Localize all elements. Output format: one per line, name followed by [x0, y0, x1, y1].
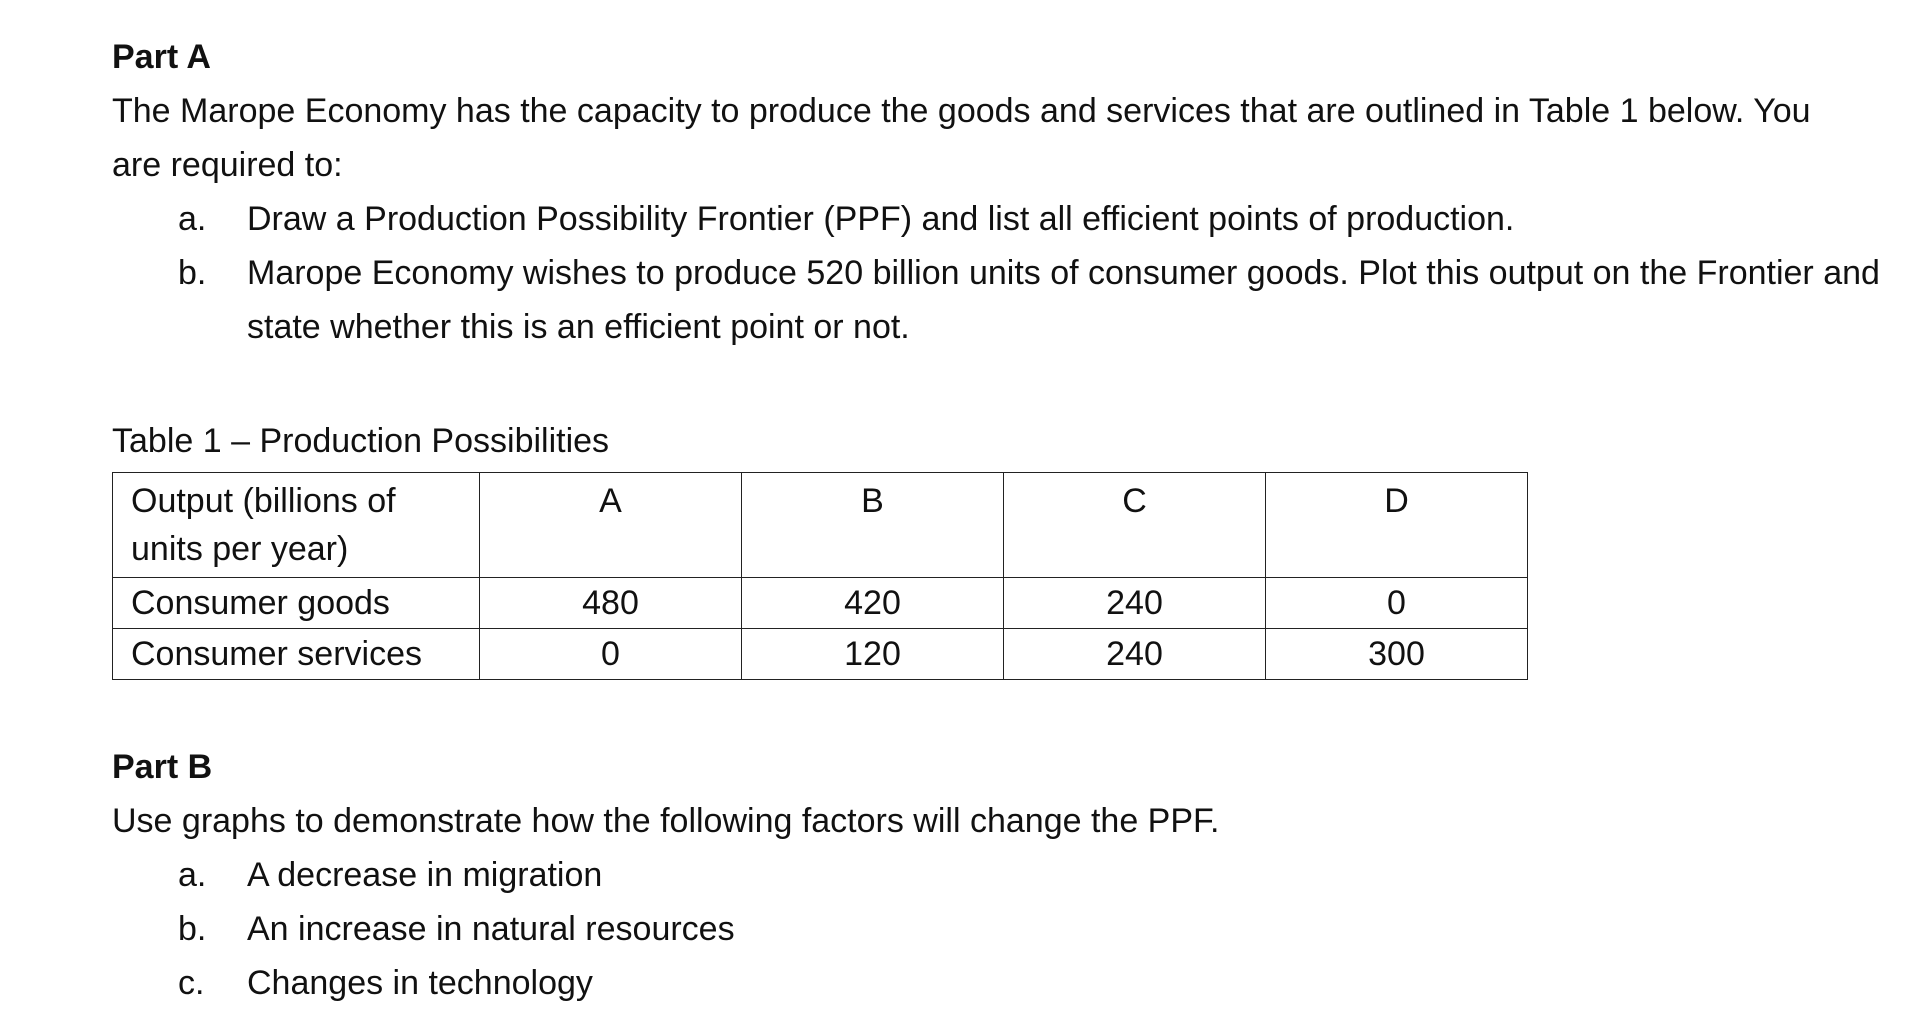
- table-cell: 480: [480, 578, 742, 629]
- header-label-cell: Output (billions of units per year): [113, 473, 480, 578]
- table-cell: 120: [742, 629, 1004, 680]
- list-marker: b.: [178, 254, 207, 292]
- part-b-factor-list: [112, 848, 1812, 1010]
- list-item-text: Changes in technology: [247, 964, 593, 1002]
- table-cell: 240: [1004, 578, 1266, 629]
- table-cell: 420: [742, 578, 1004, 629]
- table-row: [113, 629, 1528, 680]
- spacer: [112, 680, 1812, 740]
- header-cell: C: [1004, 473, 1266, 578]
- list-item-text: An increase in natural resources: [247, 910, 735, 948]
- part-a-task-b: [112, 246, 1906, 354]
- spacer: [112, 354, 1812, 414]
- part-b-factor-c: [112, 956, 1906, 1010]
- list-marker: b.: [178, 910, 207, 948]
- table-cell: 0: [1266, 578, 1528, 629]
- table-cell: 300: [1266, 629, 1528, 680]
- table-cell: 240: [1004, 629, 1266, 680]
- list-item-text: A decrease in migration: [247, 856, 603, 894]
- table-caption: Table 1 – Production Possibilities: [112, 422, 610, 460]
- table-header-row: [113, 473, 1528, 578]
- list-marker: a.: [178, 856, 207, 894]
- part-b-intro: Use graphs to demonstrate how the following factors will change the PPF.: [112, 802, 1220, 840]
- part-b-factor-b: [112, 902, 1906, 956]
- part-b-factor-a: [112, 848, 1906, 902]
- row-label-cell: Consumer services: [113, 629, 480, 680]
- table-cell: 0: [480, 629, 742, 680]
- part-b-heading: Part B: [112, 748, 213, 786]
- header-cell: A: [480, 473, 742, 578]
- part-a-heading: Part A: [112, 38, 211, 76]
- header-cell: B: [742, 473, 1004, 578]
- part-a-task-a: [112, 192, 1906, 246]
- part-a-intro: The Marope Economy has the capacity to produce the goods and services that are outlined in Table 1 below. You are required to:: [112, 92, 1811, 184]
- header-cell: D: [1266, 473, 1528, 578]
- document-page: [112, 30, 1880, 1010]
- table-row: [113, 578, 1528, 629]
- list-item-text: Draw a Production Possibility Frontier (PPF) and list all efficient points of production.: [247, 200, 1515, 238]
- production-possibilities-table: [112, 472, 1528, 680]
- list-marker: c.: [178, 964, 205, 1002]
- list-marker: a.: [178, 200, 207, 238]
- row-label-cell: Consumer goods: [113, 578, 480, 629]
- list-item-text: Marope Economy wishes to produce 520 billion units of consumer goods. Plot this output on the Frontier and state whether this is an efficient point or not.: [247, 254, 1880, 346]
- part-a-task-list: [112, 192, 1880, 354]
